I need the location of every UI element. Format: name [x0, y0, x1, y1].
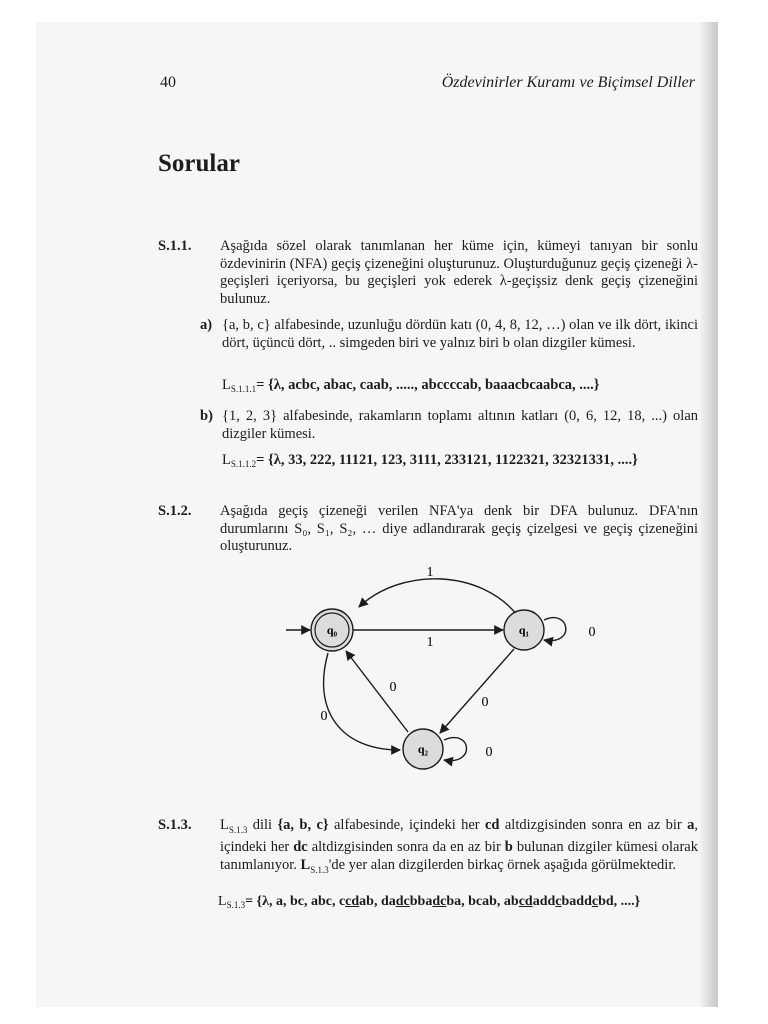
alphabet: {a, b, c} — [277, 817, 329, 833]
underlined-dc: dc — [395, 894, 410, 909]
text-part: altdizgisinden sonra en az bir — [499, 817, 688, 833]
text-part: bulunan dizgiler kümesi olarak tanımlanıyor. — [220, 839, 698, 873]
formula-part: dd — [576, 894, 592, 909]
edge-label-q1-q1: 0 — [588, 625, 596, 640]
underlined-cd: cd — [518, 894, 533, 909]
edge-q2-q0 — [346, 651, 408, 732]
formula-letter: L — [222, 452, 231, 468]
edge-q1-q2 — [440, 649, 514, 733]
state-q0 — [311, 609, 353, 651]
question-id-s13: S.1.3. — [158, 817, 192, 833]
formula-body: = {λ, acbc, abac, caab, ....., abccccab, baaacbcaabca, ....} — [256, 377, 600, 393]
state-label-q0: q₀ — [326, 623, 338, 637]
part-a-text: {a, b, c} alfabesinde, uzunluğu dördün katı (0, 4, 8, 12, …) olan ve ilk dört, ikinci dört, üçüncü dört, .. simgeden biri ve yalnız biri b olan dizgiler kümesi. — [222, 317, 698, 351]
part-b-text: {1, 2, 3} alfabesinde, rakamların toplamı altının katları (0, 6, 12, 18, ...) olan dizgiler kümesi. — [222, 408, 698, 442]
nfa-transition-diagram — [280, 560, 610, 780]
state-label-q2: q₂ — [417, 742, 429, 756]
text-part: 'de yer alan dizgilerden birkaç örnek aşağıda görülmektedir. — [328, 856, 676, 873]
edge-label-q2-q2: 0 — [485, 745, 493, 760]
formula-s1111 — [222, 377, 600, 394]
question-id-s12: S.1.2. — [158, 503, 192, 519]
edge-label-q1-q2: 0 — [481, 695, 489, 710]
underlined-c: c — [555, 894, 562, 909]
text-part: , içindeki her — [220, 817, 698, 856]
part-label-b: b) — [200, 408, 213, 424]
edge-label-q0-q2: 0 — [320, 709, 328, 724]
question-text-s111: Aşağıda sözel olarak tanımlanan her küme için, kümeyi tanıyan bir sonlu özdevinirin (NFA) geçiş çizeneğini oluşturunuz. Oluşturduğunuz geçiş çizeneği λ-geçişleri içeriyorsa, bu geçişleri yok ederek λ-geçişsiz denk geçiş çizeneğini bulunuz. — [220, 238, 698, 307]
state-label-q1: q₁ — [518, 623, 530, 637]
edge-label-q2-q0: 0 — [389, 680, 397, 695]
formula-letter: L — [222, 377, 231, 393]
book-spine-shadow — [700, 22, 718, 1007]
symbol-a: a — [687, 817, 695, 833]
underlined-dc: dc — [432, 894, 447, 909]
formula-subscript: S.1.1.1 — [230, 384, 257, 394]
symbol-b: b — [504, 839, 513, 856]
page-number: 40 — [160, 74, 176, 91]
lang-letter: L — [300, 856, 311, 873]
formula-s13 — [218, 894, 640, 910]
formula-part: a — [532, 894, 540, 909]
edge-label-q1-q0: 1 — [426, 565, 434, 580]
formula-part: bd, ....} — [598, 894, 641, 909]
underlined-c: c — [591, 894, 599, 909]
question-text-s12: Aşağıda geçiş çizeneği verilen NFA'ya denk bir DFA bulunuz. DFA'nın durumlarını S₀, S₁, S₂, … diye adlandırarak geçiş çizelgesi ve geçiş çizeneğini oluşturunuz. — [220, 503, 698, 554]
formula-part: ba, bcab, ab — [446, 894, 519, 909]
formula-part: ab, da — [359, 894, 396, 909]
formula-subscript: S.1.1.2 — [230, 459, 257, 469]
substring-cd: cd — [484, 817, 500, 833]
edge-label-q0-q1: 1 — [426, 635, 434, 650]
formula-s1112 — [222, 452, 638, 469]
part-label-a: a) — [200, 317, 213, 333]
formula-part: dd — [539, 894, 556, 909]
formula-part: bba — [409, 894, 433, 909]
formula-body: = {λ, 33, 222, 11121, 123, 3111, 233121, 1122321, 32321331, ....} — [256, 452, 638, 468]
section-title: Sorular — [158, 150, 240, 177]
substring-dc: dc — [293, 839, 308, 856]
edge-q2-q2 — [444, 738, 467, 761]
running-title: Özdevinirler Kuramı ve Biçimsel Diller — [441, 74, 695, 91]
underlined-cd: cd — [345, 894, 360, 909]
question-id-s111: S.1.1. — [158, 238, 192, 254]
formula-part: ba — [561, 894, 577, 909]
edge-q1-q1 — [544, 618, 566, 641]
lang-subscript: S.1.3 — [310, 864, 329, 875]
state-q2 — [403, 729, 443, 769]
lang-subscript: S.1.3 — [228, 824, 248, 835]
edge-q0-q2 — [324, 653, 400, 750]
edge-q1-q0 — [359, 579, 518, 616]
formula-subscript: S.1.3 — [226, 900, 246, 910]
formula-letter: L — [218, 894, 227, 909]
text-part: alfabesinde, içindeki her — [328, 817, 485, 833]
text-part: altdizgisinden sonra da en az bir — [307, 839, 505, 856]
lang-letter: L — [220, 817, 229, 833]
question-text-s13 — [220, 817, 698, 879]
state-q1 — [504, 610, 544, 650]
text-part: dili — [247, 817, 278, 833]
formula-part: = {λ, a, bc, abc, c — [245, 894, 346, 909]
